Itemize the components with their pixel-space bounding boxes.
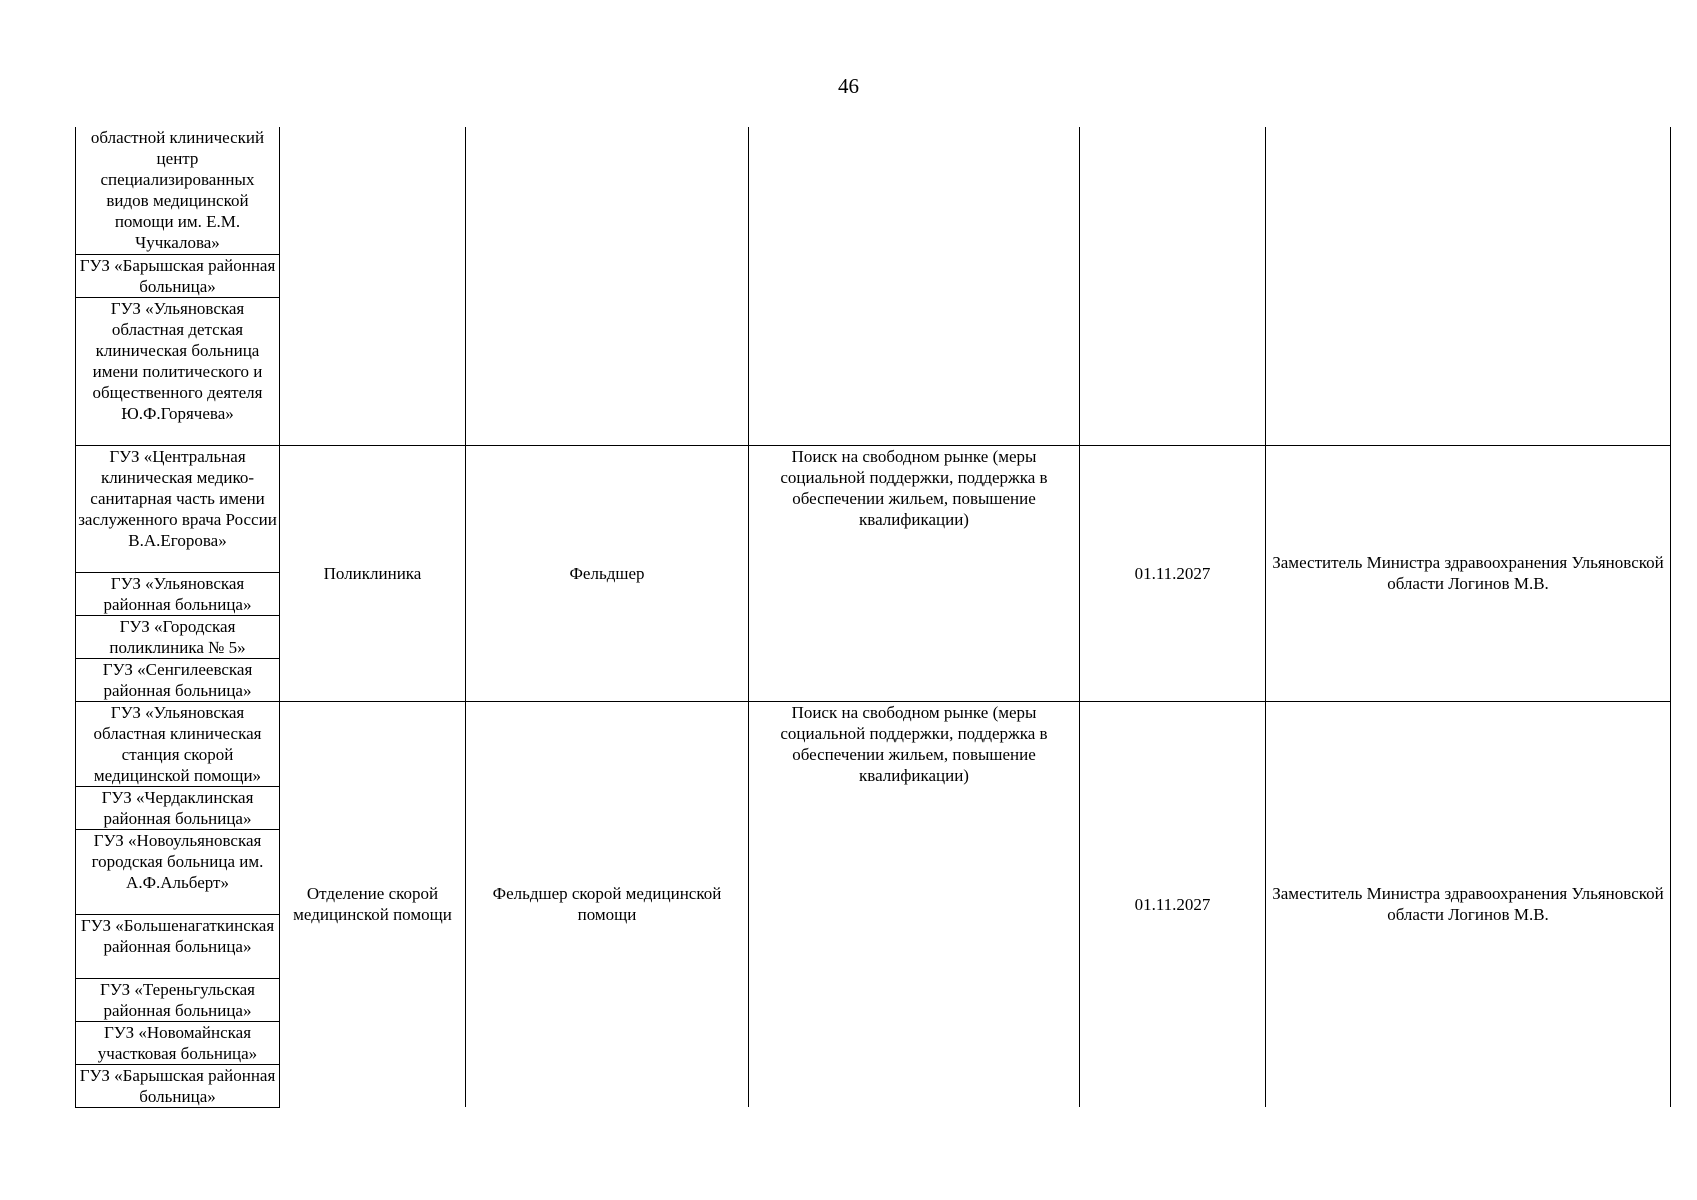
organization-cell: ГУЗ «Чердаклинская районная больница»: [76, 786, 280, 829]
organization-cell: ГУЗ «Ульяновская областная клиническая станция скорой медицинской помощи»: [76, 701, 280, 786]
organization-cell: ГУЗ «Большенагаткинская районная больница»: [76, 914, 280, 978]
position-cell: Фельдшер: [466, 445, 749, 701]
table-row: [76, 701, 1671, 786]
organization-cell: ГУЗ «Тереньгульская районная больница»: [76, 978, 280, 1021]
organization-cell: ГУЗ «Новоульяновская городская больница им. А.Ф.Альберт»: [76, 829, 280, 914]
plan-table: [75, 127, 1671, 1108]
organization-cell: ГУЗ «Новомайнская участковая больница»: [76, 1021, 280, 1064]
organization-cell: ГУЗ «Ульяновская областная детская клиническая больница имени политического и общественного деятеля Ю.Ф.Горячева»: [76, 297, 280, 445]
organization-cell: ГУЗ «Сенгилеевская районная больница»: [76, 658, 280, 701]
unit-cell: [280, 127, 466, 445]
measures-cell: [749, 127, 1080, 445]
date-cell: 01.11.2027: [1080, 701, 1266, 1107]
organization-cell: ГУЗ «Барышская районная больница»: [76, 1064, 280, 1107]
organization-cell: ГУЗ «Центральная клиническая медико-санитарная часть имени заслуженного врача России В.А.Егорова»: [76, 445, 280, 572]
table-row: [76, 127, 1671, 254]
organization-cell: областной клинический центр специализированных видов медицинской помощи им. Е.М. Чучкалова»: [76, 127, 280, 254]
position-cell: [466, 127, 749, 445]
measures-cell: Поиск на свободном рынке (меры социальной поддержки, поддержка в обеспечении жильем, повышение квалификации): [749, 445, 1080, 701]
responsible-cell: Заместитель Министра здравоохранения Ульяновской области Логинов М.В.: [1266, 701, 1671, 1107]
responsible-cell: [1266, 127, 1671, 445]
organization-cell: ГУЗ «Городская поликлиника № 5»: [76, 615, 280, 658]
unit-cell: Поликлиника: [280, 445, 466, 701]
measures-cell: Поиск на свободном рынке (меры социальной поддержки, поддержка в обеспечении жильем, повышение квалификации): [749, 701, 1080, 1107]
page-number: 46: [838, 74, 859, 98]
date-cell: 01.11.2027: [1080, 445, 1266, 701]
responsible-cell: Заместитель Министра здравоохранения Ульяновской области Логинов М.В.: [1266, 445, 1671, 701]
position-cell: Фельдшер скорой медицинской помощи: [466, 701, 749, 1107]
table-row: [76, 445, 1671, 572]
unit-cell: Отделение скорой медицинской помощи: [280, 701, 466, 1107]
date-cell: [1080, 127, 1266, 445]
plan-table-wrapper: [75, 127, 1670, 1106]
organization-cell: ГУЗ «Ульяновская районная больница»: [76, 572, 280, 615]
organization-cell: ГУЗ «Барышская районная больница»: [76, 254, 280, 297]
